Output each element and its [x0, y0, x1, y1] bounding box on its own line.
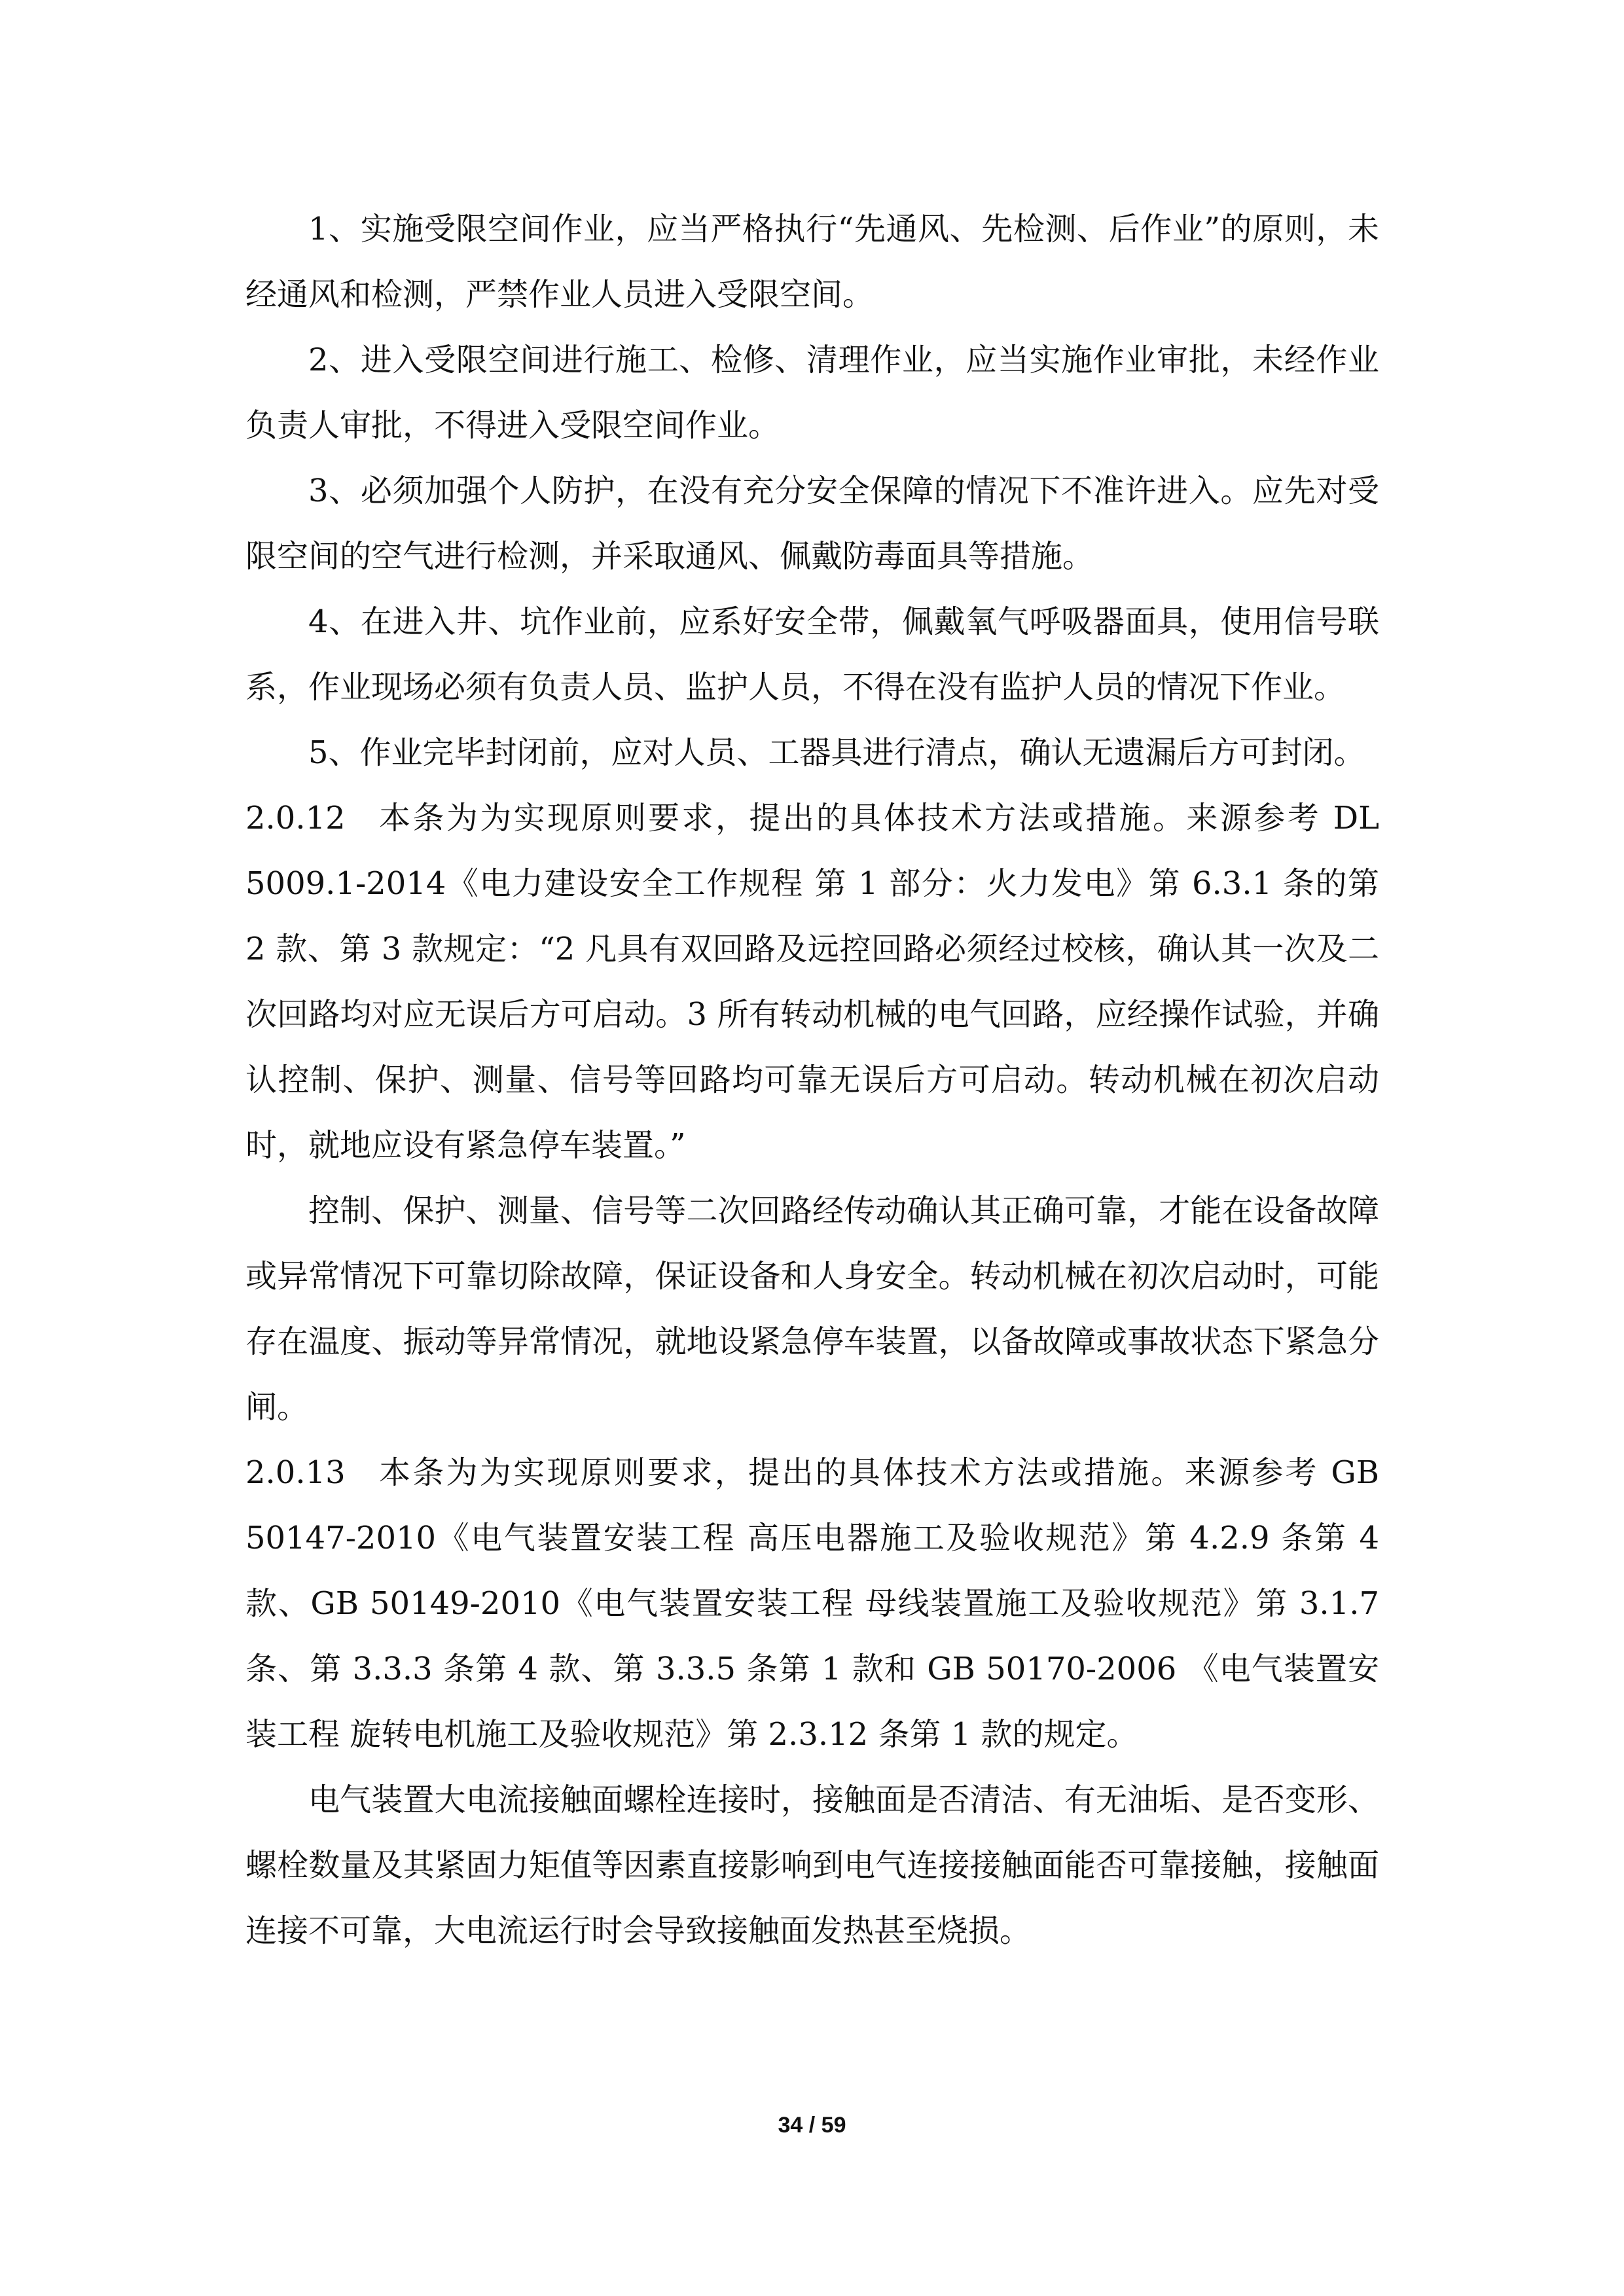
- paragraph-bolt-connections: 电气装置大电流接触面螺栓连接时，接触面是否清洁、有无油垢、是否变形、螺栓数量及其紧固力矩值等因素直接影响到电气连接接触面能否可靠接触，接触面连接不可靠，大电流运行时会导致接触面发热甚至烧损。: [245, 1782, 1379, 1949]
- paragraph-secondary-circuits: 控制、保护、测量、信号等二次回路经传动确认其正确可靠，才能在设备故障或异常情况下可靠切除故障，保证设备和人身安全。转动机械在初次启动时，可能存在温度、振动等异常情况，就地设紧急停车装置，以备故障或事故状态下紧急分闸。: [245, 1193, 1379, 1426]
- clause-2-0-13: [245, 1440, 1379, 1767]
- clause-number: 2.0.12: [245, 800, 346, 836]
- paragraph-confined-space-2: 2、进入受限空间进行施工、检修、清理作业，应当实施作业审批，未经作业负责人审批，不得进入受限空间作业。: [245, 342, 1379, 444]
- page-number: 34 / 59: [778, 2113, 846, 2138]
- paragraph-confined-space-3: 3、必须加强个人防护，在没有充分安全保障的情况下不准许进入。应先对受限空间的空气进行检测，并采取通风、佩戴防毒面具等措施。: [245, 473, 1379, 575]
- paragraph-confined-space-4: 4、在进入井、坑作业前，应系好安全带，佩戴氧气呼吸器面具，使用信号联系，作业现场必须有负责人员、监护人员，不得在没有监护人员的情况下作业。: [245, 603, 1379, 706]
- paragraph-confined-space-5: 5、作业完毕封闭前，应对人员、工器具进行清点，确认无遗漏后方可封闭。: [308, 734, 1365, 771]
- document-body: [245, 196, 1379, 1964]
- clause-number: 2.0.13: [245, 1454, 346, 1491]
- clause-text: 本条为为实现原则要求，提出的具体技术方法或措施。来源参考 DL 5009.1-2014《电力建设安全工作规程 第 1 部分：火力发电》第 6.3.1 条的第 2 款、第 3 款规定：“2 凡具有双回路及远控回路必须经过校核，确认其一次及二次回路均对应无误后方可启动。3 所有转动机械的电气回路，应经操作试验，并确认控制、保护、测量、信号等回路均可靠无误后方可启动。转动机械在初次启动时，就地应设有紧急停车装置。”: [245, 800, 1379, 1164]
- paragraph-confined-space-1: 1、实施受限空间作业，应当严格执行“先通风、先检测、后作业”的原则，未经通风和检测，严禁作业人员进入受限空间。: [245, 211, 1379, 313]
- clause-2-0-12: [245, 785, 1379, 1178]
- clause-text: 本条为为实现原则要求，提出的具体技术方法或措施。来源参考 GB 50147-2010《电气装置安装工程 高压电器施工及验收规范》第 4.2.9 条第 4 款、GB 50149-2010《电气装置安装工程 母线装置施工及验收规范》第 3.1.7 条、第 3.3.3 条第 4 款、第 3.3.5 条第 1 款和 GB 50170-2006 《电气装置安装工程 旋转电机施工及验收规范》第 2.3.12 条第 1 款的规定。: [245, 1454, 1379, 1753]
